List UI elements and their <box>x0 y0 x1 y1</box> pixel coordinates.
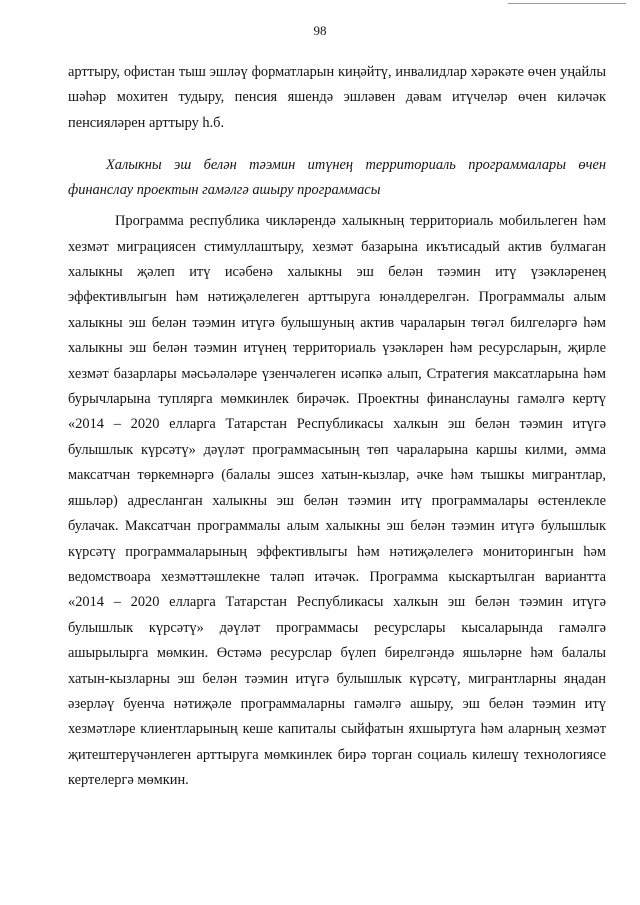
section-heading: Халыкны эш белән тәэмин итүнең территориаль программалары өчен финанслау проектын гамәлгә ашыру программасы <box>68 157 606 198</box>
continuation-paragraph: арттыру, офистан тыш эшләү форматларын киңәйтү, инвалидлар хәрәкәте өчен уңайлы шәһәр мохитен тудыру, пенсия яшендә эшләвен дәвам итүчеләр өчен киләчәк пенсияләрен арттыру һ.б. <box>68 64 606 131</box>
document-body <box>68 60 606 794</box>
top-rule <box>508 3 626 4</box>
body-paragraph: Программа республика чикләрендә халыкның территориаль мобильлеген һәм хезмәт миграциясен стимуллаштыру, хезмәт базарына икътисадый актив булмаган халыкны җәлеп итү исәбенә халыкны эш белән тәэмин итү үзәкләренең эффективлыгын һәм нәтиҗәлелеген арттыруга юнәлдерелгән. Программалы алым халыкны эш белән тәэмин итүгә булышуның актив чараларын төгәл билгеләргә һәм халыкны эш белән тәэмин итүнең территориаль үзәкләрен һәм ресурсларын, җирле хезмәт базарлары мәсьәләләре үзенчәлеген исәпкә алып, Стратегия максатларына һәм бурычларына туплярга мөмкинлек бирәчәк. Проектны финанслауны гамәлгә кертү «2014 – 2020 елларга Татарстан Республикасы халкын эш белән тәэмин итүгә булышлык күрсәтү» дәүләт программасының төп чараларына каршы килми, әмма максатчан төркемнәргә (балалы эшсез хатын-кызлар, әчке һәм тышкы мигрантлар, яшьләр) адресланган халыкны эш белән тәэмин итү программалары өстенлекле булачак. Максатчан программалы алым халыкны эш белән тәэмин итүгә булышлык күрсәтү программаларының эффективлыгы һәм нәтиҗәлелегә мониторингын һәм ведомствоара хезмәттәшлекне таләп итәчәк. Программа кыскартылган вариантта «2014 – 2020 елларга Татарстан Республикасы халкын эш белән тәэмин итүгә булышлык күрсәтү» дәүләт программасы ресурслары кысаларында гамәлгә ашырылырга мөмкин. Өстәмә ресурслар бүлеп бирелгәндә яшьләрне һәм балалы хатын-кызларны эш белән тәэмин итүгә булышлык күрсәтү, мигрантларны яңадан әзерләү буенча нәтиҗәле программаларны гамәлгә ашыру, эш белән тәэмин итү хезмәтләре клиентларының кеше капиталы сыйфатын яхшыртуга һәм аларның хезмәт җитештерүчәнлеген арттыруга мөмкинлек бирә торган социаль килешү технологиясе кертелергә мөмкин. <box>68 213 606 789</box>
page-number: 98 <box>313 23 327 38</box>
